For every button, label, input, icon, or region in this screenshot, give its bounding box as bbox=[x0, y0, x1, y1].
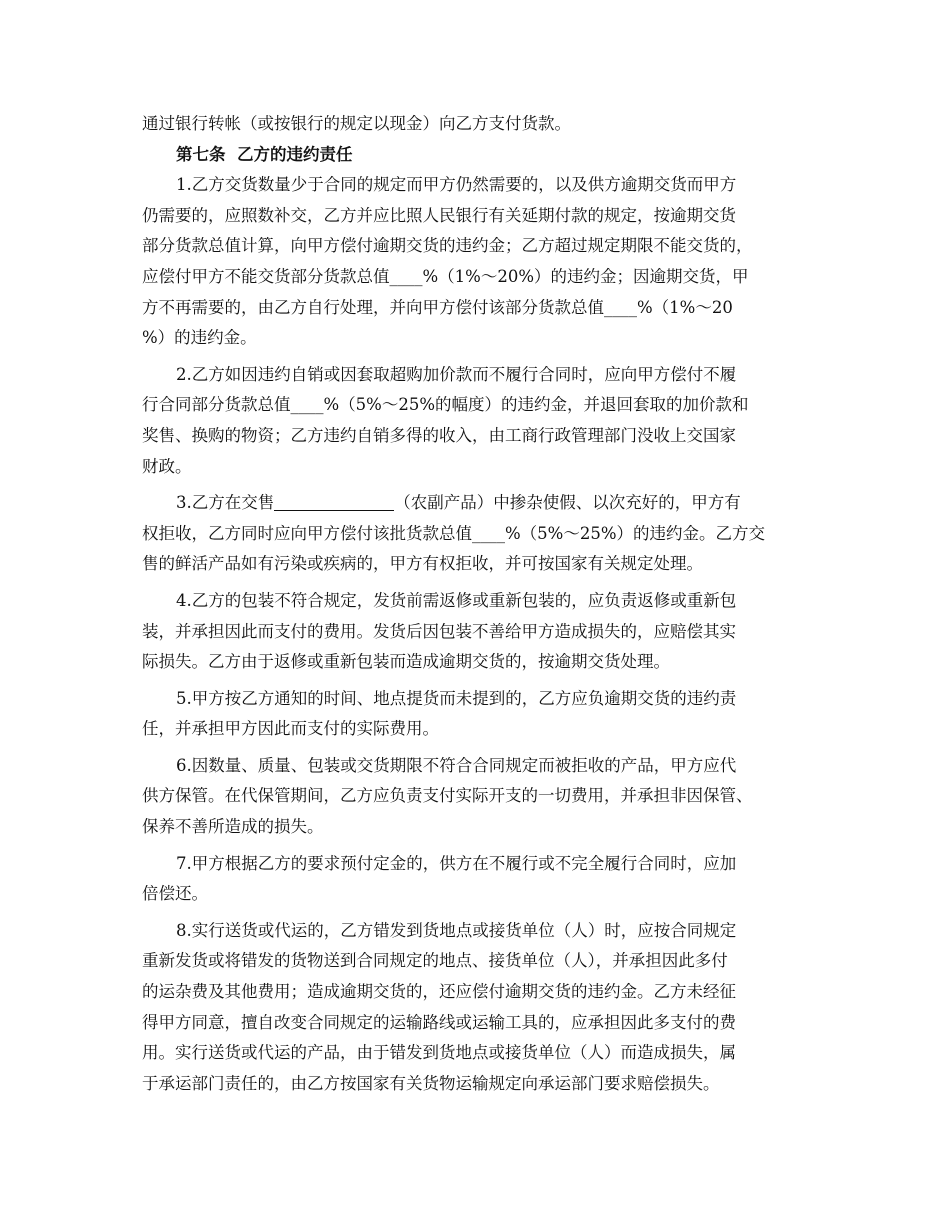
paragraph-line: 仍需要的，应照数补交，乙方并应比照人民银行有关延期付款的规定，按逾期交货 bbox=[142, 205, 736, 225]
paragraph-line: 4.乙方的包装不符合规定，发货前需返修或重新包装的，应负责返修或重新包 bbox=[176, 590, 737, 610]
paragraph-line: 6.因数量、质量、包装或交货期限不符合合同规定而被拒收的产品，甲方应代 bbox=[176, 755, 737, 775]
paragraph-line: 权拒收，乙方同时应向甲方偿付该批货款总值____%（5%～25%）的违约金。乙方交 bbox=[142, 523, 766, 543]
paragraph-line: 售的鲜活产品如有污染或疾病的，甲方有权拒收，并可按国家有关规定处理。 bbox=[142, 554, 703, 574]
paragraph-line: 行合同部分货款总值____%（5%～25%的幅度）的违约金，并退回套取的加价款和 bbox=[142, 395, 749, 415]
paragraph-line: 重新发货或将错发的货物送到合同规定的地点、接货单位（人），并承担因此多付 bbox=[142, 951, 728, 971]
paragraph-line: 得甲方同意，擅自改变合同规定的运输路线或运输工具的，应承担因此多支付的费 bbox=[142, 1012, 736, 1032]
paragraph-line: 方不再需要的，由乙方自行处理，并向甲方偿付该部分货款总值____%（1%～20 bbox=[142, 297, 733, 317]
paragraph-line: 用。实行送货或代运的产品，由于错发到货地点或接货单位（人）而造成损失，属 bbox=[142, 1043, 736, 1063]
paragraph-line: 装，并承担因此而支付的费用。发货后因包装不善给甲方造成损失的，应赔偿其实 bbox=[142, 621, 736, 641]
paragraph-line: 际损失。乙方由于返修或重新包装而造成逾期交货的，按逾期交货处理。 bbox=[142, 652, 670, 672]
paragraph-line: 财政。 bbox=[142, 456, 192, 476]
paragraph-line: 奖售、换购的物资；乙方违约自销多得的收入，由工商行政管理部门没收上交国家 bbox=[142, 425, 736, 445]
paragraph-line: 倍偿还。 bbox=[142, 884, 208, 904]
paragraph-line bbox=[142, 488, 810, 519]
paragraph-line: 供方保管。在代保管期间，乙方应负责支付实际开支的一切费用，并承担非因保管、 bbox=[142, 786, 753, 806]
paragraph-line: 任，并承担甲方因此而支付的实际费用。 bbox=[142, 719, 439, 739]
paragraph-line: 于承运部门责任的，由乙方按国家有关货物运输规定向承运部门要求赔偿损失。 bbox=[142, 1073, 720, 1093]
paragraph-line: 1.乙方交货数量少于合同的规定而甲方仍然需要的，以及供方逾期交货而甲方 bbox=[176, 175, 737, 195]
paragraph-line: 8.实行送货或代运的，乙方错发到货地点或接货单位（人）时，应按合同规定 bbox=[176, 920, 737, 940]
paragraph-line: 保养不善所造成的损失。 bbox=[142, 817, 324, 837]
paragraph-line: 应偿付甲方不能交货部分货款总值____%（1%～20%）的违约金；因逾期交货，甲 bbox=[142, 266, 749, 286]
paragraph-line: 部分货款总值计算，向甲方偿付逾期交货的违约金；乙方超过规定期限不能交货的， bbox=[142, 236, 753, 256]
paragraph-line: 7.甲方根据乙方的要求预付定金的，供方在不履行或不完全履行合同时，应加 bbox=[176, 853, 737, 873]
paragraph-line: 的运杂费及其他费用；造成逾期交货的，还应偿付逾期交货的违约金。乙方未经征 bbox=[142, 982, 736, 1002]
paragraph-line: 通过银行转帐（或按银行的规定以现金）向乙方支付货款。 bbox=[142, 114, 571, 133]
paragraph-line: 2.乙方如因违约自销或因套取超购加价款而不履行合同时，应向甲方偿付不履 bbox=[176, 364, 737, 384]
fill-in-blank bbox=[274, 492, 394, 511]
line-fragment: （农副产品）中掺杂使假、以次充好的，甲方有 bbox=[394, 493, 741, 513]
section-heading: 第七条 乙方的违约责任 bbox=[176, 144, 353, 164]
paragraph-line: %）的违约金。 bbox=[142, 328, 257, 348]
paragraph-line: 5.甲方按乙方通知的时间、地点提货而未提到的，乙方应负逾期交货的违约责 bbox=[176, 688, 737, 708]
document-body bbox=[142, 109, 810, 1099]
line-fragment: 3.乙方在交售 bbox=[176, 493, 275, 513]
